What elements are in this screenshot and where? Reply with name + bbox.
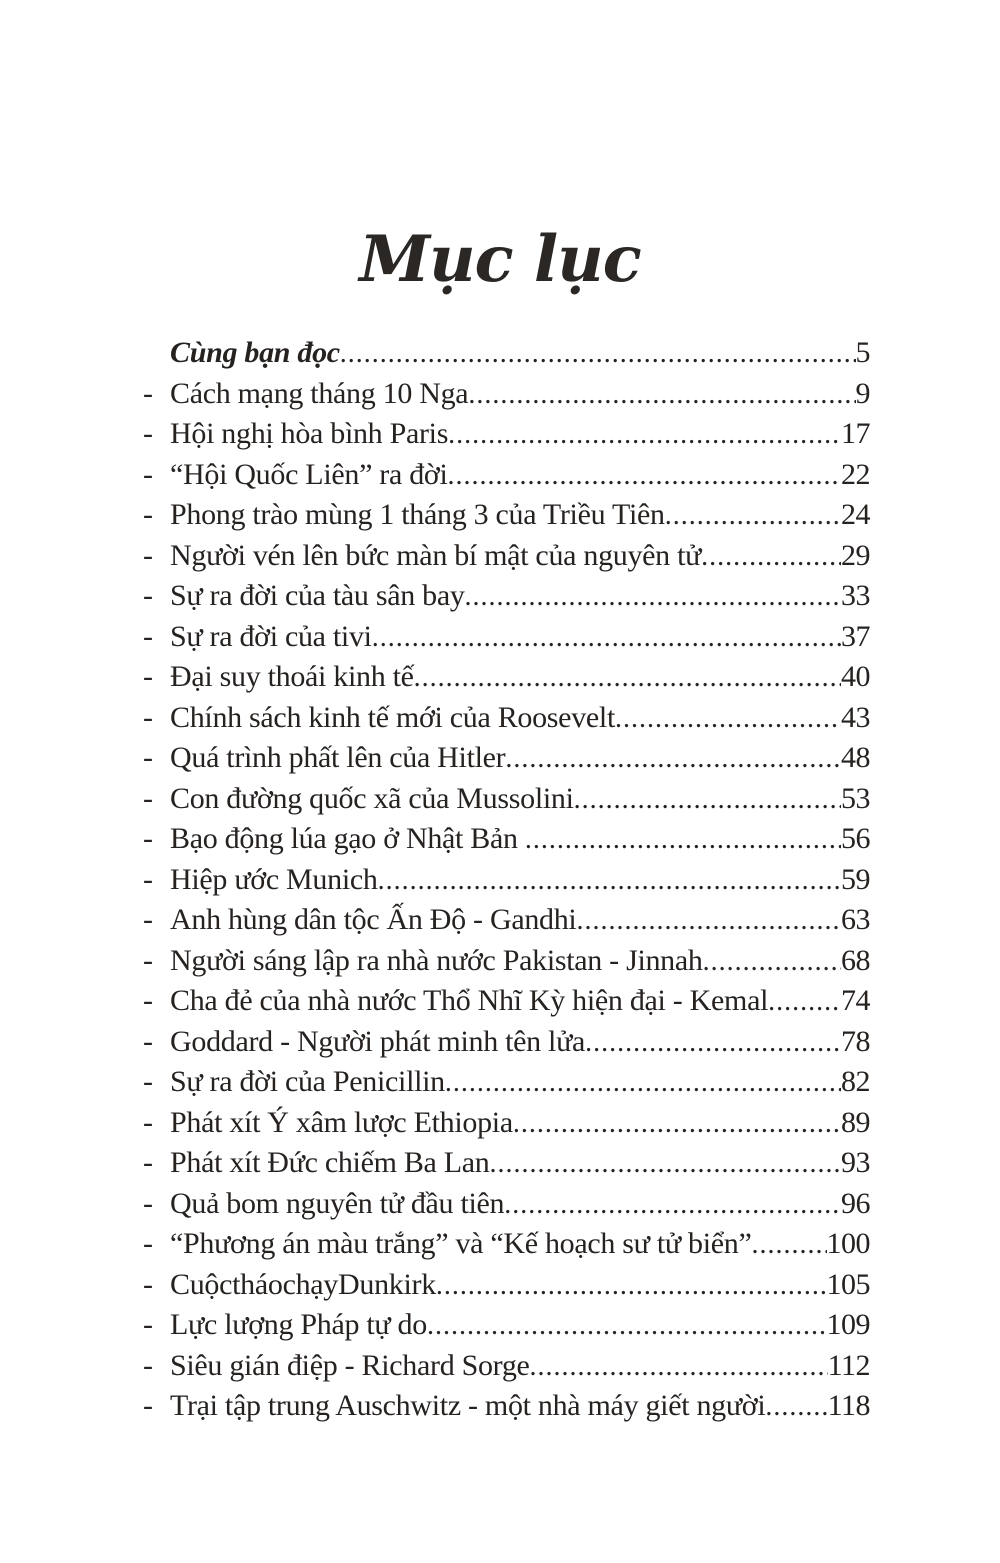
entry-page-number: 109 (826, 1308, 870, 1342)
entry-page-number: 68 (841, 943, 870, 977)
entry-label: Hội nghị hòa bình Paris (170, 417, 449, 451)
entry-page-number: 59 (841, 862, 870, 896)
dot-leader (665, 495, 841, 537)
entry-label: Anh hùng dân tộc Ấn Độ - Gandhi (170, 903, 577, 937)
entry-page-number: 89 (841, 1105, 870, 1139)
toc-entry (143, 860, 870, 901)
toc-entry (143, 576, 870, 617)
entry-dash: - (143, 984, 153, 1018)
toc-entry (143, 1143, 870, 1184)
entry-page-number: 100 (826, 1227, 870, 1261)
entry-label: Phát xít Đức chiếm Ba Lan (170, 1146, 490, 1180)
dot-leader (615, 698, 841, 740)
entry-label: Chính sách kinh tế mới của Roosevelt (170, 700, 615, 734)
entry-page-number: 53 (841, 781, 870, 815)
entry-dash: - (143, 619, 153, 653)
dot-leader (751, 1224, 826, 1266)
dot-leader (340, 333, 856, 375)
dot-leader (703, 941, 841, 983)
toc-entry (143, 1062, 870, 1103)
entry-label: Người vén lên bức màn bí mật của nguyên tử (170, 538, 702, 572)
entry-label: Sự ra đời của tivi (170, 619, 372, 653)
entry-page-number: 40 (841, 660, 870, 694)
entry-label: Trại tập trung Auschwitz - một nhà máy giết người (170, 1389, 766, 1423)
toc-entry (143, 1386, 870, 1427)
entry-page-number: 78 (841, 1024, 870, 1058)
entry-page-number: 24 (841, 498, 870, 532)
entry-label: Quá trình phất lên của Hitler (170, 741, 506, 775)
entry-page-number: 33 (841, 579, 870, 613)
dot-leader (414, 657, 841, 699)
dot-leader (525, 819, 841, 861)
entry-label: CuộctháochạyDunkirk (170, 1267, 436, 1301)
entry-dash: - (143, 538, 153, 572)
entry-label: Cha đẻ của nhà nước Thổ Nhĩ Kỳ hiện đại - Kemal (170, 984, 769, 1018)
entry-dash: - (143, 903, 153, 937)
toc-entry (143, 941, 870, 982)
entry-page-number: 43 (841, 700, 870, 734)
entry-dash: - (143, 862, 153, 896)
entry-label: Lực lượng Pháp tự do (170, 1308, 427, 1342)
entry-dash: - (143, 1348, 153, 1382)
toc-entry (143, 414, 870, 455)
dot-leader (378, 860, 841, 902)
entry-page-number: 74 (841, 984, 870, 1018)
entry-dash: - (143, 741, 153, 775)
toc-entry (143, 1305, 870, 1346)
toc-entry (143, 657, 870, 698)
entry-page-number: 29 (841, 538, 870, 572)
entry-dash: - (143, 660, 153, 694)
entry-page-number: 93 (841, 1146, 870, 1180)
dot-leader (701, 536, 841, 578)
dot-leader (445, 1062, 841, 1104)
dot-leader (465, 576, 841, 618)
dot-leader (576, 900, 841, 942)
entry-label: Phát xít Ý xâm lược Ethiopia (170, 1105, 513, 1139)
entry-dash: - (143, 417, 153, 451)
entry-dash: - (143, 700, 153, 734)
entry-dash: - (143, 457, 153, 491)
entry-dash: - (143, 1065, 153, 1099)
entry-page-number: 63 (841, 903, 870, 937)
dot-leader (768, 981, 841, 1023)
entry-label: Siêu gián điệp - Richard Sorge (170, 1348, 530, 1382)
entry-dash: - (143, 781, 153, 815)
entry-label: Sự ra đời của Penicillin (170, 1065, 445, 1099)
toc-entry (143, 819, 870, 860)
page-title: Mục lục (359, 222, 641, 297)
entry-page-number: 17 (841, 417, 870, 451)
entry-label: Con đường quốc xã của Mussolini (170, 781, 574, 815)
entry-dash: - (143, 1308, 153, 1342)
toc-entry (143, 495, 870, 536)
entry-label: Cùng bạn đọc (170, 336, 340, 370)
entry-label: Đại suy thoái kinh tế (170, 660, 414, 694)
entry-label: Hiệp ước Munich (170, 862, 378, 896)
entry-label: Cách mạng tháng 10 Nga (170, 376, 469, 410)
entry-page-number: 56 (841, 822, 870, 856)
toc-entry (143, 698, 870, 739)
toc-entry (143, 1184, 870, 1225)
dot-leader (585, 1022, 841, 1064)
toc-entry (143, 536, 870, 577)
dot-leader (468, 374, 855, 416)
entry-dash: - (143, 579, 153, 613)
toc-entry (143, 779, 870, 820)
entry-dash: - (143, 1105, 153, 1139)
toc-entry (143, 1265, 870, 1306)
dot-leader (513, 1103, 841, 1145)
toc-entry (143, 1022, 870, 1063)
entry-label: Sự ra đời của tàu sân bay (170, 579, 465, 613)
entry-dash: - (143, 1267, 153, 1301)
entry-page-number: 96 (841, 1186, 870, 1220)
entry-label: Người sáng lập ra nhà nước Pakistan - Jinnah (170, 943, 703, 977)
entry-label: Goddard - Người phát minh tên lửa (170, 1024, 586, 1058)
entry-dash: - (143, 943, 153, 977)
entry-page-number: 112 (827, 1348, 870, 1382)
dot-leader (530, 1346, 828, 1388)
dot-leader (372, 617, 841, 659)
toc-entry (143, 1103, 870, 1144)
dot-leader (574, 779, 841, 821)
entry-page-number: 37 (841, 619, 870, 653)
toc-entry (143, 1224, 870, 1265)
entry-dash: - (143, 376, 153, 410)
dot-leader (427, 1305, 827, 1347)
entry-page-number: 118 (827, 1389, 870, 1423)
entry-page-number: 82 (841, 1065, 870, 1099)
entry-label: Phong trào mùng 1 tháng 3 của Triều Tiên (170, 498, 665, 532)
entry-label: “Phương án màu trắng” và “Kế hoạch sư tử biển” (170, 1227, 752, 1261)
toc-entry (143, 333, 870, 374)
entry-dash: - (143, 1389, 153, 1423)
entry-dash: - (143, 1227, 153, 1261)
dot-leader (765, 1386, 827, 1428)
dot-leader (448, 455, 842, 497)
dot-leader (448, 414, 841, 456)
toc-entry (143, 1346, 870, 1387)
toc-entry (143, 981, 870, 1022)
dot-leader (504, 1184, 841, 1226)
entry-page-number: 22 (841, 457, 870, 491)
entry-label: Quả bom nguyên tử đầu tiên (170, 1186, 505, 1220)
toc-entry (143, 455, 870, 496)
dot-leader (436, 1265, 827, 1307)
entry-dash: - (143, 498, 153, 532)
entry-dash: - (143, 1024, 153, 1058)
toc-entry (143, 374, 870, 415)
dot-leader (490, 1143, 841, 1185)
entry-page-number: 105 (826, 1267, 870, 1301)
entry-page-number: 5 (855, 336, 870, 370)
toc-entry (143, 738, 870, 779)
toc-entry (143, 617, 870, 658)
entry-page-number: 48 (841, 741, 870, 775)
toc-entry (143, 900, 870, 941)
dot-leader (505, 738, 841, 780)
entry-dash: - (143, 1186, 153, 1220)
entry-label: “Hội Quốc Liên” ra đời (170, 457, 448, 491)
entry-dash: - (143, 1146, 153, 1180)
toc-list (143, 333, 870, 1427)
entry-page-number: 9 (855, 376, 870, 410)
entry-label: Bạo động lúa gạo ở Nhật Bản (170, 822, 525, 856)
entry-dash: - (143, 822, 153, 856)
